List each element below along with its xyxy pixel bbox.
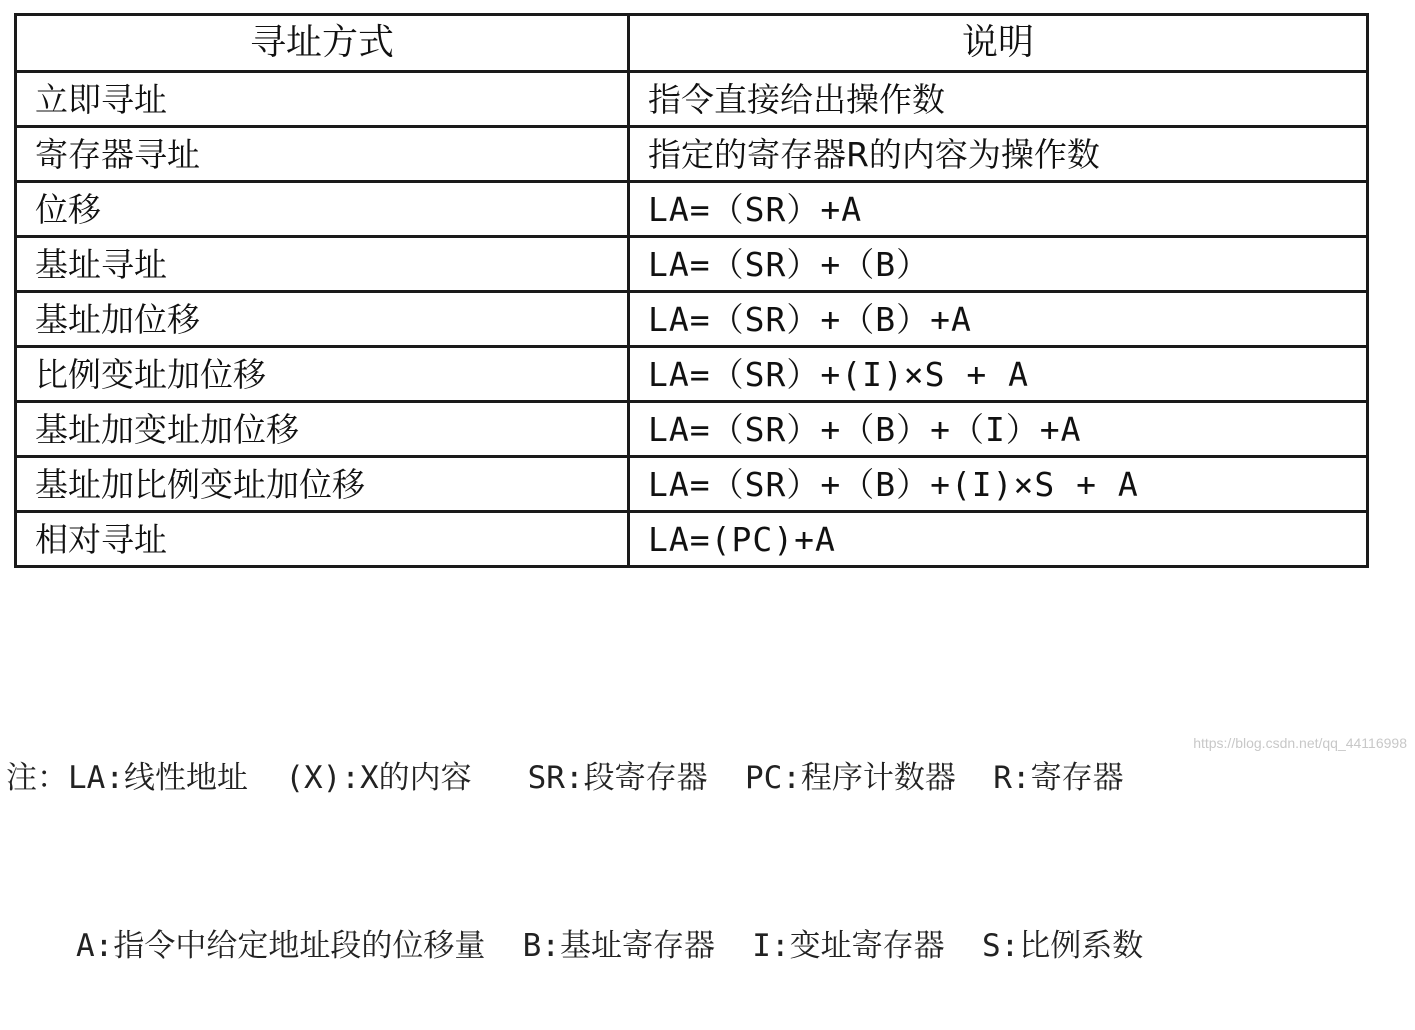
- mode-cell: 基址寻址: [16, 237, 629, 292]
- description-cell: 指令直接给出操作数: [629, 72, 1368, 127]
- formula-cell: LA=(PC)+A: [629, 512, 1368, 567]
- watermark: https://blog.csdn.net/qq_44116998: [1193, 735, 1407, 751]
- mode-cell: 基址加位移: [16, 292, 629, 347]
- formula-cell: LA=（SR）+A: [629, 182, 1368, 237]
- formula-cell: LA=（SR）+（B）: [629, 237, 1368, 292]
- table-header-row: [16, 15, 1368, 72]
- mode-cell: 寄存器寻址: [16, 127, 629, 182]
- description-cell: 指定的寄存器R的内容为操作数: [629, 127, 1368, 182]
- mode-cell: 位移: [16, 182, 629, 237]
- table-row: [16, 237, 1368, 292]
- header-addressing-mode: 寻址方式: [16, 15, 629, 72]
- mode-cell: 比例变址加位移: [16, 347, 629, 402]
- formula-cell: LA=（SR）+（B）+A: [629, 292, 1368, 347]
- table-row: [16, 292, 1368, 347]
- formula-cell: LA=（SR）+（B）+（I）+A: [629, 402, 1368, 457]
- mode-cell: 立即寻址: [16, 72, 629, 127]
- table-row: [16, 347, 1368, 402]
- addressing-modes-table: [14, 13, 1369, 568]
- mode-cell: 基址加变址加位移: [16, 402, 629, 457]
- header-description: 说明: [629, 15, 1368, 72]
- table-row: [16, 402, 1368, 457]
- footnote-line-1: 注：LA:线性地址 (X):X的内容 SR:段寄存器 PC:程序计数器 R:寄存器: [6, 760, 1124, 796]
- addressing-table-wrap: [14, 13, 1366, 568]
- footnote-line-2: A:指令中给定地址段的位移量 B:基址寄存器 I:变址寄存器 S:比例系数: [76, 928, 1144, 964]
- table-row: [16, 457, 1368, 512]
- formula-cell: LA=（SR）+(I)×S + A: [629, 347, 1368, 402]
- formula-cell: LA=（SR）+（B）+(I)×S + A: [629, 457, 1368, 512]
- mode-cell: 基址加比例变址加位移: [16, 457, 629, 512]
- table-row: [16, 182, 1368, 237]
- table-row: [16, 512, 1368, 567]
- table-row: [16, 72, 1368, 127]
- footnotes: [6, 638, 1406, 1030]
- table-row: [16, 127, 1368, 182]
- mode-cell: 相对寻址: [16, 512, 629, 567]
